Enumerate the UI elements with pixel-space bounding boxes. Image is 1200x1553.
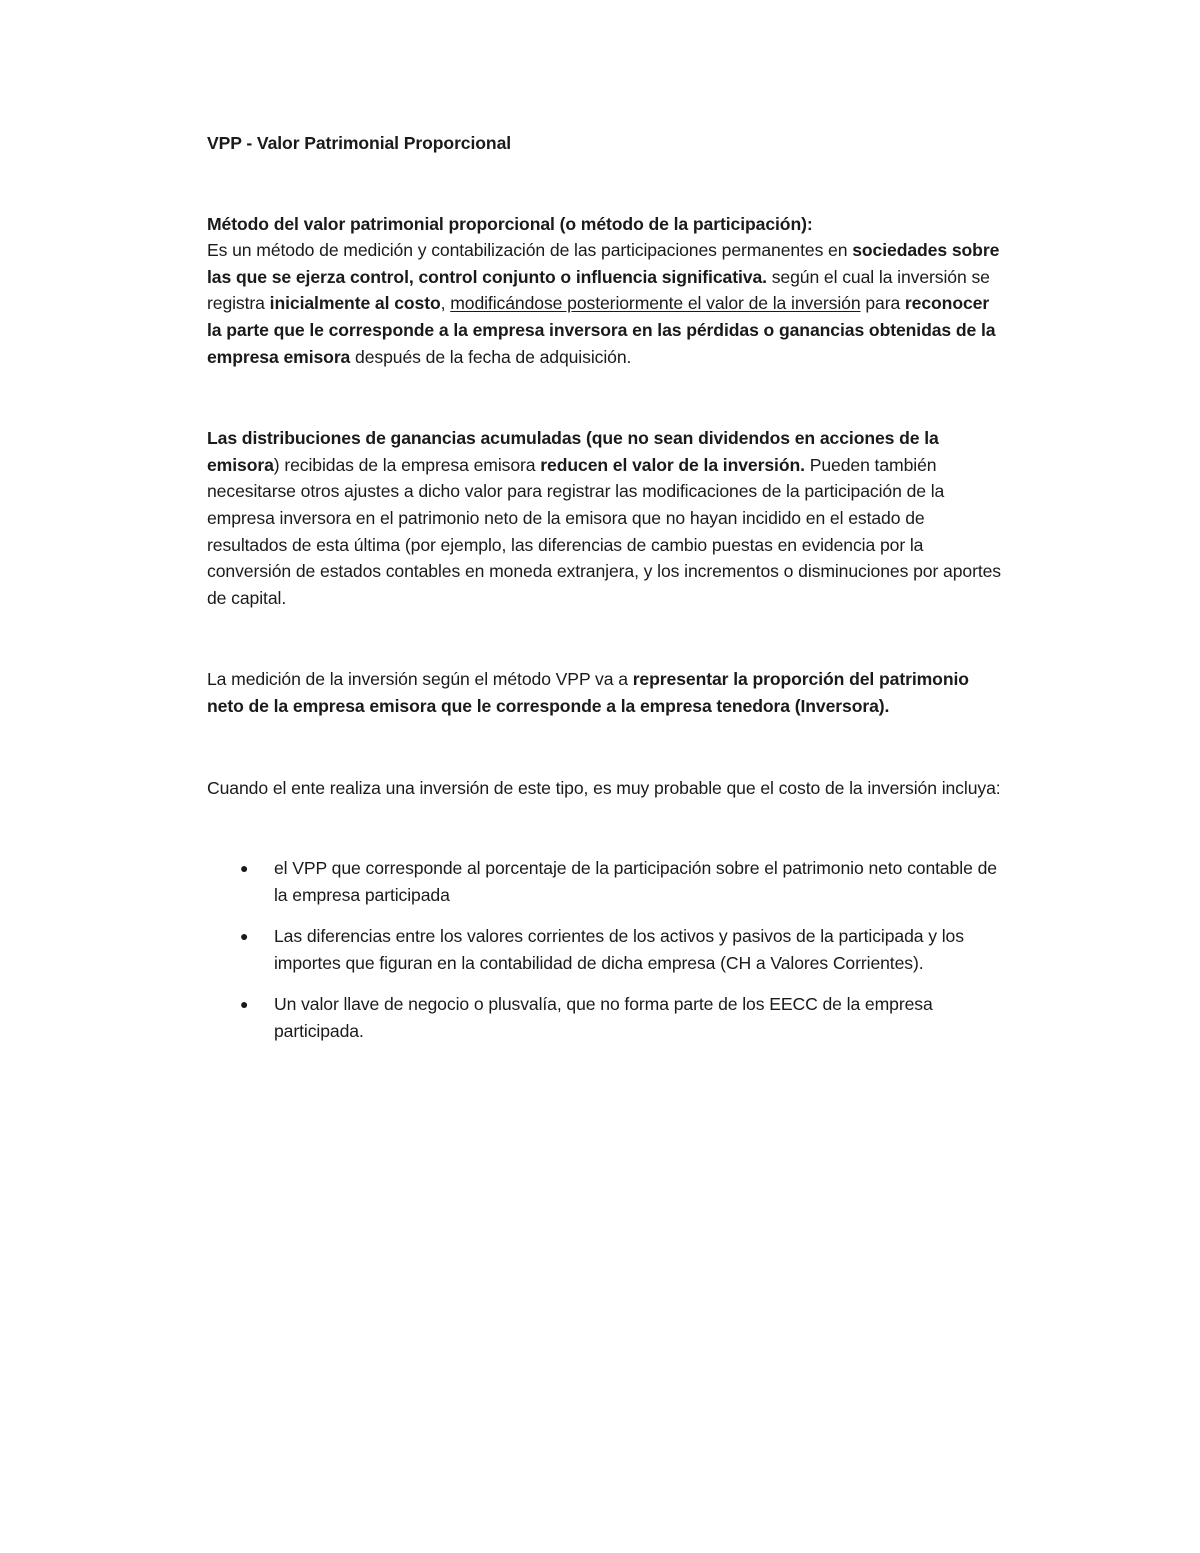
list-item — [207, 855, 1007, 908]
text-run: ) recibidas de la empresa emisora — [273, 454, 541, 475]
bold-run: sociedades sobre las que se ejerza control, control conjunto o influencia significativa. — [207, 240, 1000, 287]
section-distributions — [207, 425, 1007, 611]
list-item-text: Un valor llave de negocio o plusvalía, que no forma parte de los EECC de la empresa participada. — [274, 994, 933, 1042]
bold-run: Las distribuciones de ganancias acumuladas (que no sean dividendos en acciones de la emisora — [207, 428, 939, 475]
bold-run: reconocer la parte que le corresponde a la empresa inversora en las pérdidas o ganancias obtenidas de la empresa emisora — [207, 293, 996, 367]
text-run: Pueden también necesitarse otros ajustes a dicho valor para registrar las modificaciones de la participación de la empresa inversora en el patrimonio neto de la emisora que no hayan incidido en el estado de resultados de esta última (por ejemplo, las diferencias de cambio puestas en evidencia por la conversión de estados contables en moneda extranjera, y los incrementos o disminuciones por aportes de capital. — [207, 454, 1002, 608]
paragraph-distributions — [207, 425, 1007, 611]
bullet-icon: ● — [240, 860, 249, 877]
text-run: Es un método de medición y contabilización de las participaciones permanentes en — [207, 240, 853, 261]
text-run: para — [860, 293, 905, 314]
document-page — [207, 130, 1007, 1060]
underlined-run: modificándose posteriormente el valor de la inversión — [450, 293, 861, 314]
text-run: , — [440, 293, 451, 314]
paragraph-definition — [207, 237, 1007, 370]
list-item-text: Las diferencias entre los valores corrientes de los activos y pasivos de la participada y los importes que figuran en la contabilidad de dicha empresa (CH a Valores Corrientes). — [274, 926, 964, 973]
list-item — [207, 991, 1007, 1044]
cost-bullet-list — [207, 855, 1007, 1045]
section-measurement — [207, 666, 1007, 719]
paragraph-cost-intro: Cuando el ente realiza una inversión de este tipo, es muy probable que el costo de la inversión incluya: — [207, 777, 1001, 798]
bullet-icon: ● — [240, 996, 249, 1013]
bullet-icon: ● — [240, 928, 249, 945]
section-cost-composition — [207, 775, 1007, 802]
bold-run: inicialmente al costo — [269, 293, 441, 314]
section-vpp-definition — [207, 211, 1007, 371]
section-heading: Método del valor patrimonial proporcional (o método de la participación): — [207, 213, 813, 234]
paragraph-measurement — [207, 666, 1007, 719]
text-run: después de la fecha de adquisición. — [350, 346, 632, 367]
document-title: VPP - Valor Patrimonial Proporcional — [207, 133, 512, 153]
bold-run: reducen el valor de la inversión. — [540, 454, 805, 475]
list-item — [207, 923, 1007, 976]
text-run: La medición de la inversión según el método VPP va a — [207, 669, 633, 690]
text-run: según el cual la inversión se registra — [207, 266, 990, 314]
list-item-text: el VPP que corresponde al porcentaje de la participación sobre el patrimonio neto contable de la empresa participada — [274, 858, 997, 905]
bold-run: representar la proporción del patrimonio neto de la empresa emisora que le corresponde a la empresa tenedora (Inversora). — [207, 669, 969, 716]
